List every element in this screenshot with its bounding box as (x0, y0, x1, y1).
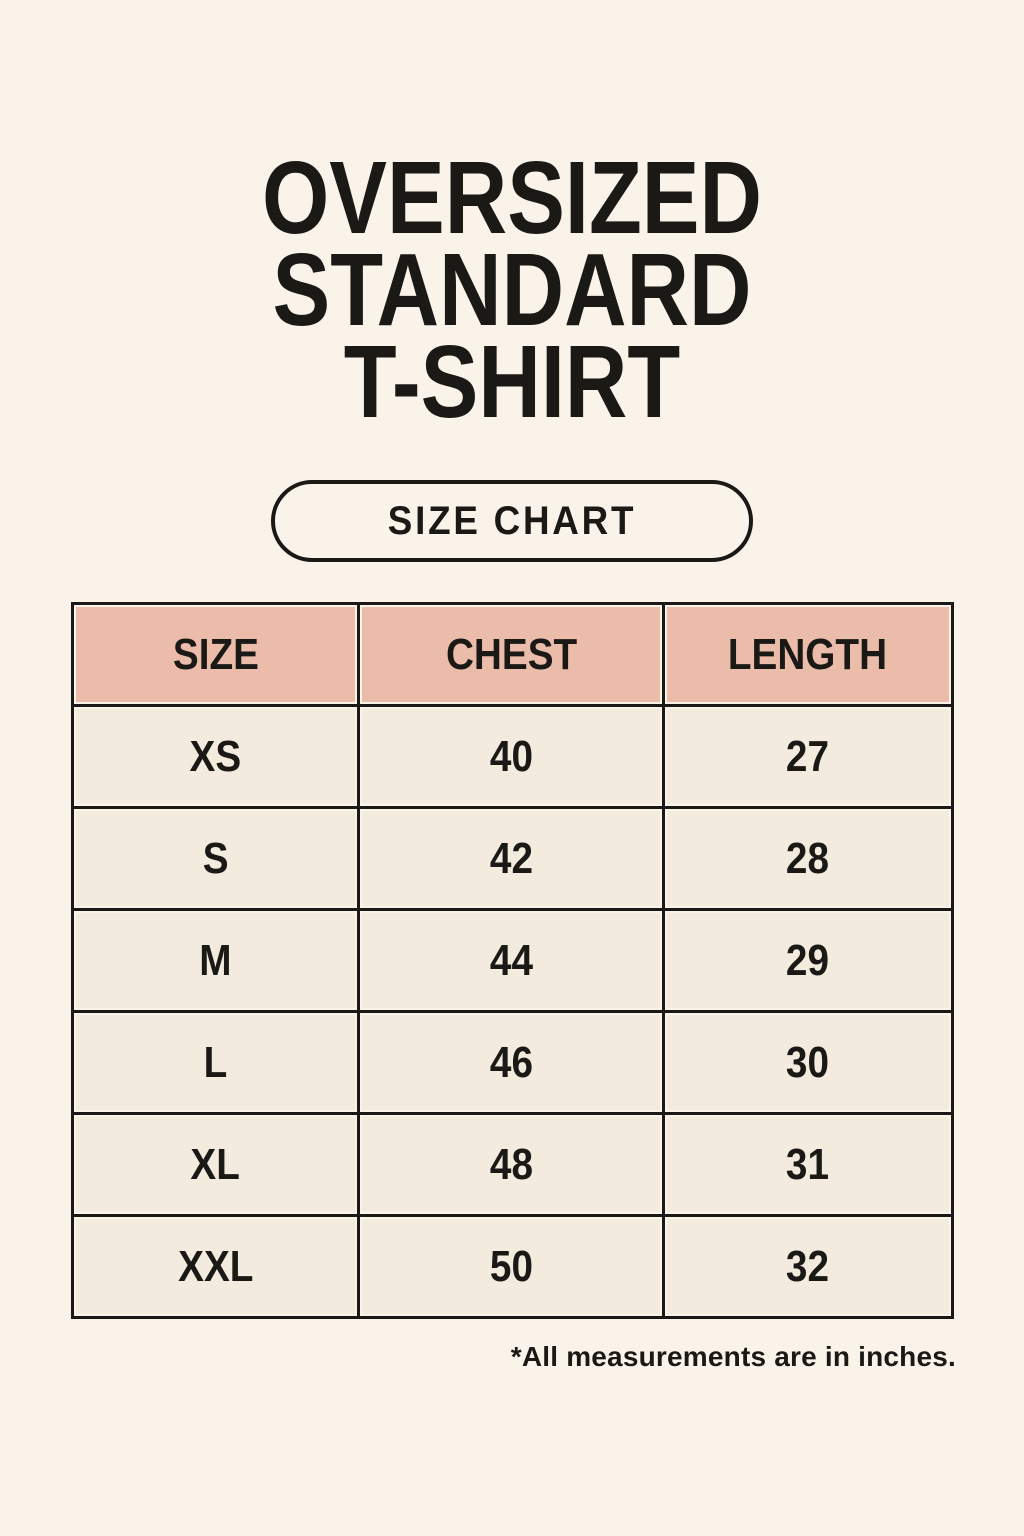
size-value: XXL (177, 1241, 254, 1291)
size-chart-button[interactable] (271, 480, 753, 562)
header-size-label: SIZE (172, 629, 259, 679)
header-cell-chest (359, 604, 663, 706)
chest-value: 40 (489, 731, 533, 781)
cell-chest (359, 1114, 663, 1216)
length-value: 28 (786, 833, 830, 883)
table-header-row (72, 604, 952, 706)
size-value: S (202, 833, 229, 883)
cell-length (663, 910, 952, 1012)
cell-size (72, 808, 359, 910)
cell-size (72, 706, 359, 808)
cell-length (663, 1114, 952, 1216)
cell-length (663, 1012, 952, 1114)
title-line-1: OVERSIZED (262, 140, 762, 255)
page-title (0, 0, 1024, 439)
length-value: 30 (786, 1037, 830, 1087)
chest-value: 46 (489, 1037, 533, 1087)
cell-size (72, 1012, 359, 1114)
cell-chest (359, 1012, 663, 1114)
table-row (72, 1012, 952, 1114)
header-cell-length (663, 604, 952, 706)
size-value: XL (190, 1139, 241, 1189)
chest-value: 42 (489, 833, 533, 883)
length-value: 29 (786, 935, 830, 985)
cell-chest (359, 808, 663, 910)
header-length-label: LENGTH (728, 629, 888, 679)
header-cell-size (72, 604, 359, 706)
measurements-footnote: *All measurements are in inches. (510, 1341, 956, 1372)
cell-size (72, 1114, 359, 1216)
table-row (72, 706, 952, 808)
chest-value: 48 (489, 1139, 533, 1189)
length-value: 31 (786, 1139, 830, 1189)
size-value: L (203, 1037, 228, 1087)
cell-length (663, 1216, 952, 1318)
length-value: 32 (786, 1241, 830, 1291)
cell-length (663, 808, 952, 910)
cell-chest (359, 1216, 663, 1318)
table-row (72, 808, 952, 910)
header-chest-label: CHEST (445, 629, 577, 679)
table-row (72, 1216, 952, 1318)
size-value: M (199, 935, 232, 985)
cell-length (663, 706, 952, 808)
table-row (72, 1114, 952, 1216)
title-line-2: STANDARD (272, 232, 752, 347)
chest-value: 50 (489, 1241, 533, 1291)
chest-value: 44 (489, 935, 533, 985)
cell-size (72, 1216, 359, 1318)
length-value: 27 (786, 731, 830, 781)
table-row (72, 910, 952, 1012)
size-chart-table (71, 602, 954, 1319)
size-chart-button-label: SIZE CHART (387, 498, 637, 543)
size-value: XS (189, 731, 242, 781)
title-line-3: T-SHIRT (343, 324, 681, 439)
cell-chest (359, 910, 663, 1012)
cell-chest (359, 706, 663, 808)
cell-size (72, 910, 359, 1012)
